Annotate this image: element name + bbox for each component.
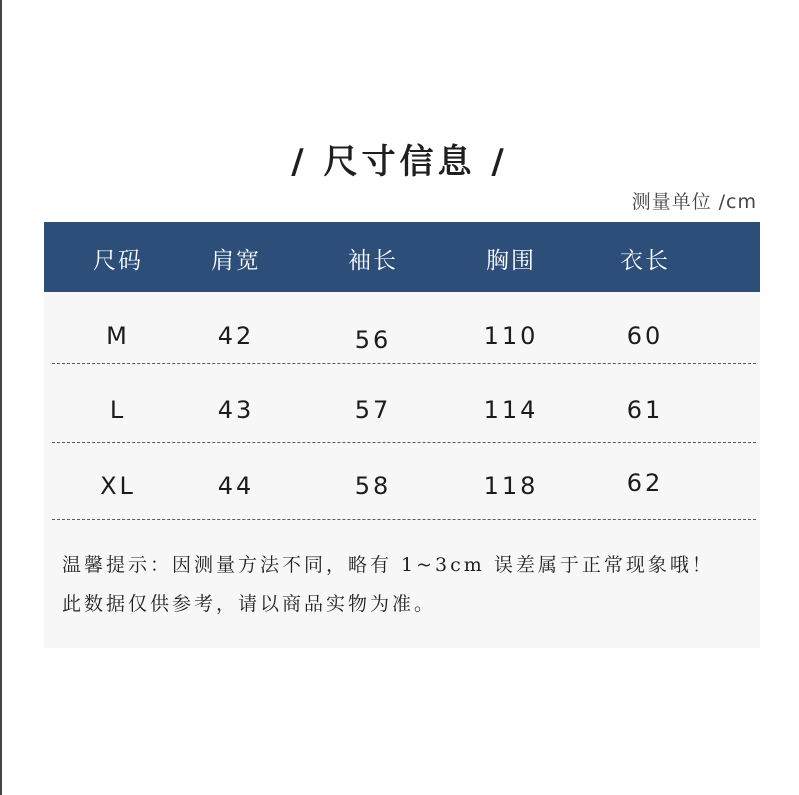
header-size: 尺码 [93, 248, 143, 274]
cell-chest: 114 [483, 396, 539, 424]
table-row-m [44, 316, 760, 356]
header-length: 衣长 [620, 248, 670, 274]
page-title: / 尺寸信息 / [291, 142, 508, 182]
header-sleeve: 袖长 [348, 248, 398, 274]
row-divider [52, 363, 756, 364]
row-divider [52, 519, 756, 520]
tip-line-2: 此数据仅供参考，请以商品实物为准。 [62, 593, 437, 615]
cell-chest: 110 [483, 322, 539, 350]
cell-shoulder: 44 [217, 472, 255, 500]
measurement-unit: 测量单位 /cm [631, 191, 757, 213]
cell-chest: 118 [483, 472, 539, 500]
cell-sleeve: 58 [354, 472, 392, 500]
cell-sleeve: 56 [354, 326, 392, 354]
cell-size: XL [100, 472, 136, 500]
header-chest: 胸围 [486, 248, 536, 274]
cell-size: L [109, 396, 127, 424]
cell-length: 62 [626, 469, 664, 497]
cell-length: 60 [626, 322, 664, 350]
table-row-xl [44, 466, 760, 506]
cell-shoulder: 42 [217, 322, 255, 350]
cell-sleeve: 57 [354, 396, 392, 424]
table-row-l [44, 390, 760, 430]
left-border-line [0, 0, 2, 795]
cell-size: M [106, 322, 130, 350]
row-divider [52, 442, 756, 443]
table-header [44, 222, 760, 292]
header-shoulder: 肩宽 [211, 248, 261, 274]
tip-line-1: 温馨提示：因测量方法不同，略有 1~3cm 误差属于正常现象哦！ [62, 554, 714, 576]
cell-length: 61 [626, 396, 664, 424]
cell-shoulder: 43 [217, 396, 255, 424]
